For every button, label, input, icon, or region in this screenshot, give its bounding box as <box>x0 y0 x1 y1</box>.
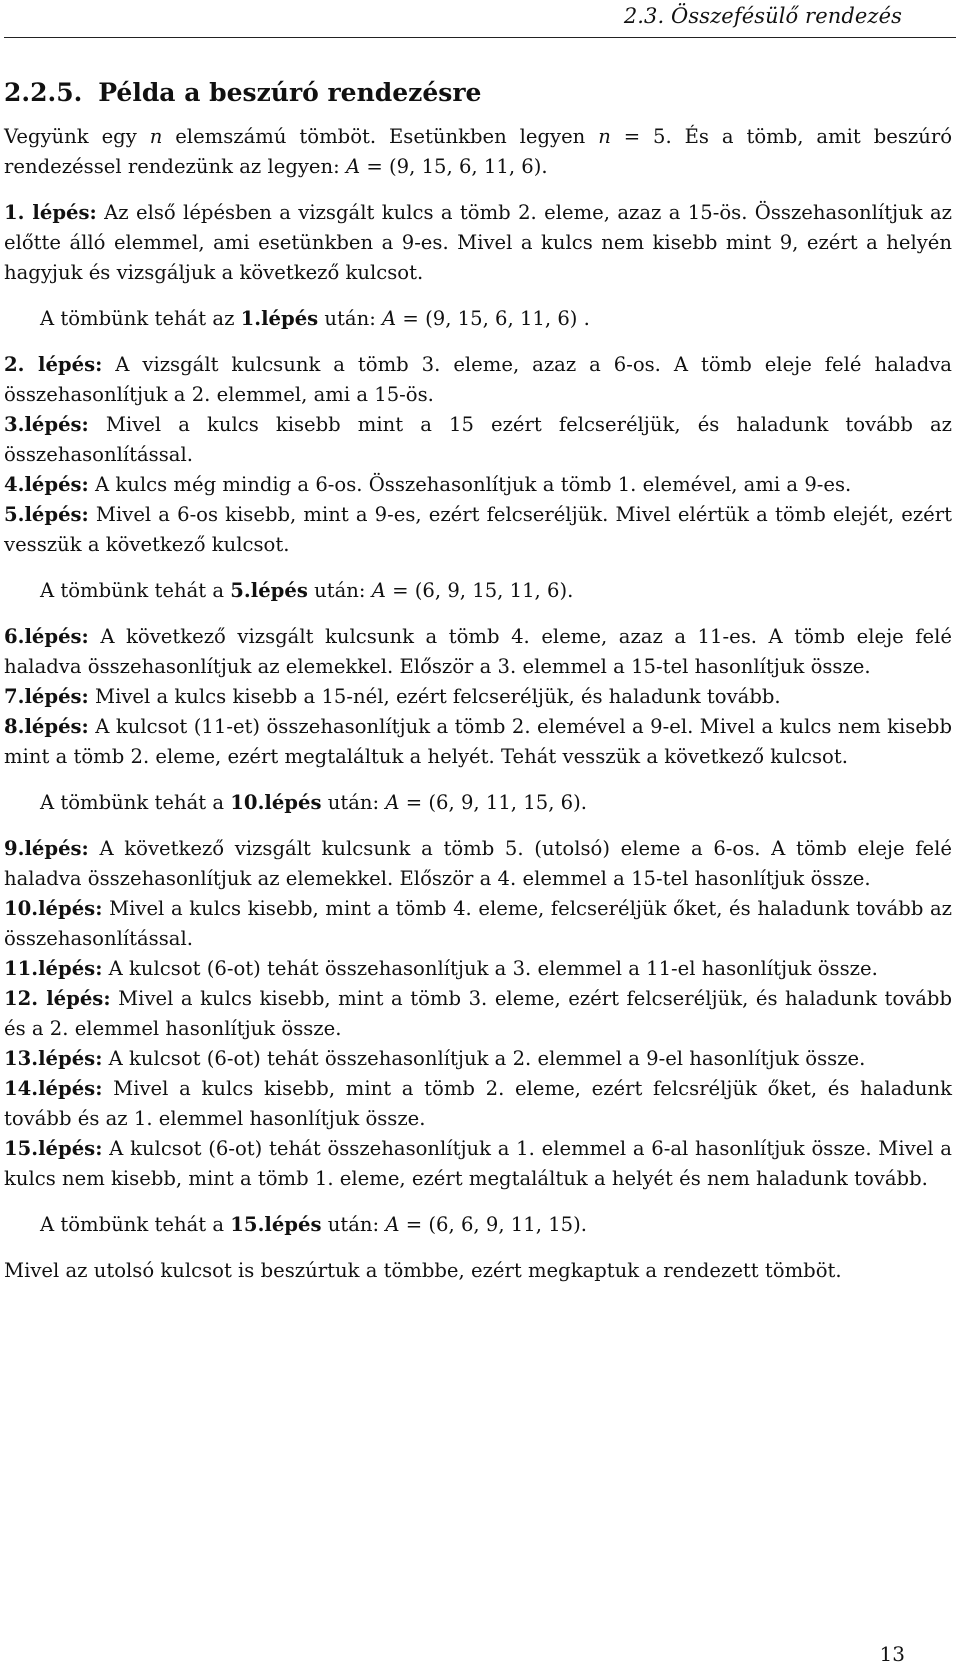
step-label: 8.lépés: <box>4 715 89 738</box>
step-paragraph <box>4 622 952 682</box>
math-A: A <box>385 791 400 814</box>
step-text: A kulcs még mindig a 6-os. Összehasonlítjuk a tömb 1. elemével, ami a 9-es. <box>88 473 852 496</box>
step-paragraph <box>4 1074 952 1134</box>
step-label: 9.lépés: <box>4 837 89 860</box>
result-line <box>4 304 952 334</box>
running-header: 2.3. Összefésülő rendezés <box>623 4 902 28</box>
header-rule <box>4 37 956 38</box>
step-paragraph <box>4 834 952 894</box>
result-text: után: <box>318 307 383 330</box>
step-text: A kulcsot (11-et) összehasonlítjuk a tömb 2. elemével a 9-el. Mivel a kulcs nem kisebb mint a tömb 2. eleme, ezért megtaláltuk a helyét. Tehát vesszük a következő kulcsot. <box>4 715 952 768</box>
result-text: A tömbünk tehát a <box>40 1213 231 1236</box>
result-text: A tömbünk tehát a <box>40 579 231 602</box>
step-paragraph <box>4 350 952 410</box>
result-text: után: <box>307 579 372 602</box>
step-label: 7.lépés: <box>4 685 89 708</box>
step-text: A vizsgált kulcsunk a tömb 3. eleme, azaz a 6-os. A tömb eleje felé haladva összehasonlítjuk a 2. elemmel, ami a 15-ös. <box>4 353 952 406</box>
math-A: A <box>385 1213 400 1236</box>
result-line <box>4 1210 952 1240</box>
math-A: A <box>382 307 397 330</box>
section-title <box>4 78 481 107</box>
result-line <box>4 788 952 818</box>
step-paragraph <box>4 984 952 1044</box>
step-text: Mivel a kulcs kisebb, mint a tömb 2. eleme, ezért felcsréljük őket, és haladunk tovább és az 1. elemmel hasonlítjuk össze. <box>4 1077 952 1130</box>
step-label: 6.lépés: <box>4 625 89 648</box>
step-text: Mivel a kulcs kisebb, mint a tömb 3. eleme, ezért felcseréljük, és haladunk tovább és a 2. elemmel hasonlítjuk össze. <box>4 987 953 1040</box>
result-text: után: <box>321 791 386 814</box>
step-text: Mivel a kulcs kisebb a 15-nél, ezért felcseréljük, és haladunk tovább. <box>88 685 781 708</box>
step-text: A kulcsot (6-ot) tehát összehasonlítjuk a 3. elemmel a 11-el hasonlítjuk össze. <box>102 957 878 980</box>
intro-paragraph <box>4 122 952 182</box>
step-paragraph <box>4 954 952 984</box>
step-text: A következő vizsgált kulcsunk a tömb 5. (utolsó) eleme a 6-os. A tömb eleje felé haladva összehasonlítjuk az elemekkel. Először a 4. elemmel a 15-tel hasonlítjuk össze. <box>4 837 952 890</box>
step-label: 5.lépés: <box>4 503 89 526</box>
result-value: = (6, 6, 9, 11, 15). <box>399 1213 587 1236</box>
result-step: 15.lépés <box>230 1213 322 1236</box>
math-n: n <box>598 125 611 148</box>
result-value: = (6, 9, 15, 11, 6). <box>385 579 574 602</box>
step-paragraph <box>4 500 952 560</box>
section-title-text: Példa a beszúró rendezésre <box>98 78 482 107</box>
intro-text: = (9, 15, 6, 11, 6). <box>360 155 548 178</box>
conclusion-paragraph: Mivel az utolsó kulcsot is beszúrtuk a tömbbe, ezért megkaptuk a rendezett tömböt. <box>4 1259 842 1282</box>
step-paragraph <box>4 712 952 772</box>
step-text: Mivel a 6-os kisebb, mint a 9-es, ezért felcseréljük. Mivel elértük a tömb elejét, ezért vesszük a következő kulcsot. <box>4 503 952 556</box>
math-A: A <box>371 579 386 602</box>
step-label: 15.lépés: <box>4 1137 103 1160</box>
intro-text: elemszámú tömböt. Esetünkben legyen <box>162 125 599 148</box>
result-step: 5.lépés <box>230 579 308 602</box>
step-label: 14.lépés: <box>4 1077 103 1100</box>
step-paragraph <box>4 410 952 470</box>
result-line <box>4 576 952 606</box>
result-text: után: <box>321 1213 386 1236</box>
step-text: A kulcsot (6-ot) tehát összehasonlítjuk a 1. elemmel a 6-al hasonlítjuk össze. Mivel a kulcs nem kisebb, mint a tömb 1. eleme, ezért megtaláltuk a helyét és nem haladunk tovább. <box>4 1137 952 1190</box>
step-label: 4.lépés: <box>4 473 89 496</box>
result-text: A tömbünk tehát az <box>40 307 241 330</box>
step-text: Mivel a kulcs kisebb mint a 15 ezért felcseréljük, és haladunk tovább az összehasonlítással. <box>4 413 952 466</box>
result-value: = (6, 9, 11, 15, 6). <box>399 791 587 814</box>
step-label: 11.lépés: <box>4 957 103 980</box>
result-step: 1.lépés <box>240 307 319 330</box>
intro-text: = 5. És a tömb, amit beszúró rendezéssel rendezünk az legyen: <box>4 125 952 178</box>
step-label: 1. lépés: <box>4 201 97 224</box>
step-paragraph <box>4 198 952 288</box>
step-label: 12. lépés: <box>4 987 111 1010</box>
math-A: A <box>345 155 361 178</box>
step-paragraph <box>4 470 952 500</box>
step-text: A kulcsot (6-ot) tehát összehasonlítjuk a 2. elemmel a 9-el hasonlítjuk össze. <box>102 1047 866 1070</box>
step-paragraph <box>4 682 952 712</box>
math-n: n <box>149 125 163 148</box>
step-text: Az első lépésben a vizsgált kulcs a tömb 2. eleme, azaz a 15-ös. Összehasonlítjuk az előtte álló elemmel, ami esetünkben a 9-es. Mivel a kulcs nem kisebb mint 9, ezért a helyén hagyjuk és vizsgáljuk a következő kulcsot. <box>4 201 952 284</box>
step-label: 2. lépés: <box>4 353 103 376</box>
step-label: 10.lépés: <box>4 897 103 920</box>
result-text: A tömbünk tehát a <box>40 791 231 814</box>
step-paragraph <box>4 1134 952 1194</box>
step-paragraph <box>4 894 952 954</box>
document-body <box>4 122 952 1286</box>
step-label: 13.lépés: <box>4 1047 103 1070</box>
result-value: = (9, 15, 6, 11, 6) . <box>396 307 590 330</box>
step-text: Mivel a kulcs kisebb, mint a tömb 4. eleme, felcseréljük őket, és haladunk tovább az összehasonlítással. <box>4 897 952 950</box>
result-step: 10.lépés <box>230 791 322 814</box>
intro-text: Vegyünk egy <box>4 125 150 148</box>
step-paragraph <box>4 1044 952 1074</box>
page-number: 13 <box>879 1642 905 1666</box>
section-number: 2.2.5. <box>4 78 83 107</box>
step-text: A következő vizsgált kulcsunk a tömb 4. eleme, azaz a 11-es. A tömb eleje felé haladva összehasonlítjuk az elemekkel. Először a 3. elemmel a 15-tel hasonlítjuk össze. <box>4 625 952 678</box>
step-label: 3.lépés: <box>4 413 89 436</box>
